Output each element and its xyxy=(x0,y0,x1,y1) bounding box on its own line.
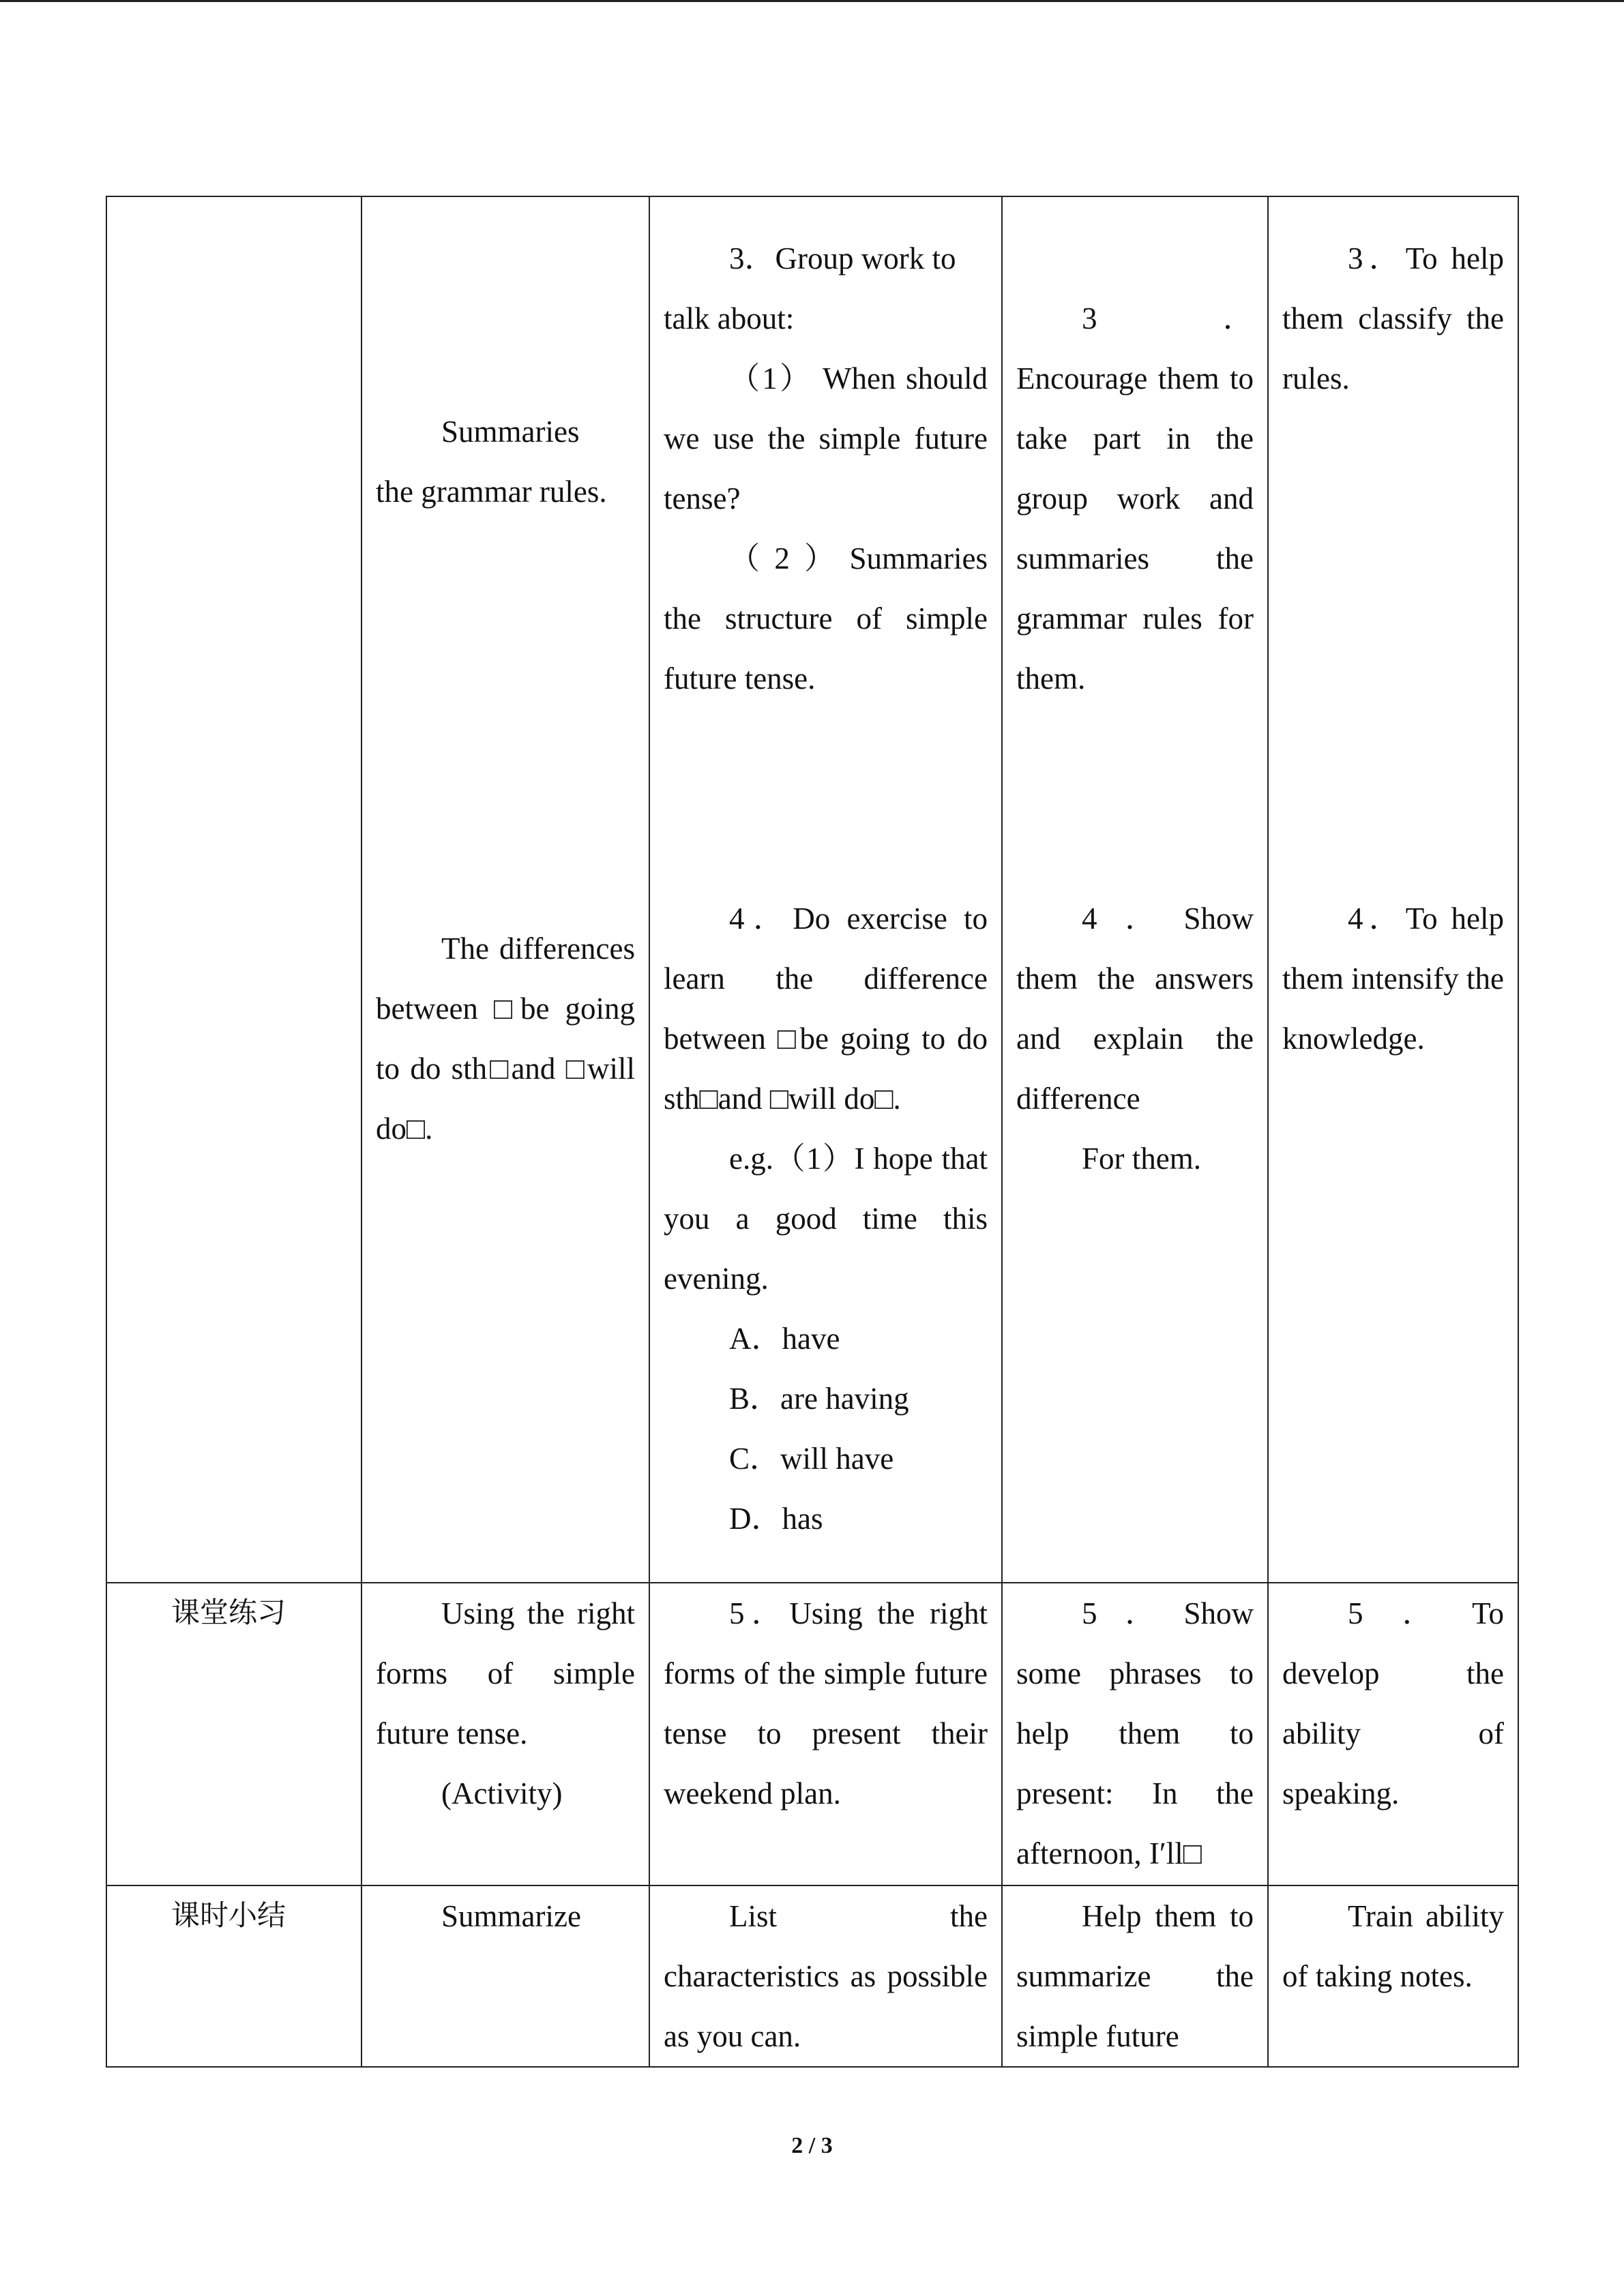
stage-cell xyxy=(106,1885,361,2067)
content-cell xyxy=(361,1583,649,1885)
purpose-text: 5．To develop the ability of speaking. xyxy=(1282,1596,1504,1810)
activity-text: List the characteristics as possible as you can. xyxy=(664,1899,988,2053)
activity-text: e.g.（1）I hope that you a good time this evening. xyxy=(664,1142,988,1296)
activity-text: 5．Using the right forms of the simple future tense to present their weekend plan. xyxy=(664,1596,988,1810)
activity-text: （1） When should we use the simple future tense? xyxy=(664,361,988,516)
stage-label: 课时小结 xyxy=(171,1898,286,1932)
table-row xyxy=(106,1583,1518,1885)
option-a: A．have xyxy=(729,1322,840,1356)
teacher-cell xyxy=(1002,196,1268,1583)
content-text: The differences between □be going to do sth□and □will do□. xyxy=(376,931,635,1146)
activity-text: 4．Do exercise to learn the difference between □be going to do sth□and □will do□. xyxy=(664,901,988,1116)
stage-cell xyxy=(106,1583,361,1885)
teacher-text: 3．Encourage them to take part in the group work and summaries the grammar rules for them. xyxy=(1016,301,1254,696)
stage-cell-empty xyxy=(106,196,361,1583)
table-row xyxy=(106,196,1518,1583)
purpose-text: Train ability of taking notes. xyxy=(1282,1899,1504,1993)
page-top-rule xyxy=(0,0,1624,2)
purpose-text: 4．To help them intensify the knowledge. xyxy=(1282,901,1504,1056)
purpose-cell xyxy=(1268,1583,1518,1885)
activity-text: （2）Summaries the structure of simple future tense. xyxy=(664,541,988,696)
purpose-cell xyxy=(1268,196,1518,1583)
teacher-cell xyxy=(1002,1885,1268,2067)
activity-cell xyxy=(649,1885,1002,2067)
stage-label: 课堂练习 xyxy=(171,1596,286,1629)
content-cell xyxy=(361,196,649,1583)
activity-cell xyxy=(649,1583,1002,1885)
content-text: Using the right forms of simple future tense. xyxy=(376,1596,635,1750)
activity-text: 3．Group work to xyxy=(729,241,956,275)
content-text: the grammar rules. xyxy=(376,475,607,509)
teacher-text: 5．Show some phrases to help them to present: In the afternoon, I′ll□ xyxy=(1016,1596,1254,1870)
activity-cell xyxy=(649,196,1002,1583)
teacher-cell xyxy=(1002,1583,1268,1885)
activity-text: talk about: xyxy=(664,301,795,336)
teacher-text: For them. xyxy=(1082,1142,1201,1176)
purpose-cell xyxy=(1268,1885,1518,2067)
content-text: Summaries xyxy=(441,415,580,449)
teacher-text: 4．Show them the answers and explain the difference xyxy=(1016,901,1254,1116)
content-text: Summarize xyxy=(441,1899,581,1933)
content-text: (Activity) xyxy=(441,1776,563,1810)
option-c: C．will have xyxy=(729,1442,894,1476)
option-b: B．are having xyxy=(729,1382,909,1416)
lesson-plan-table xyxy=(106,196,1519,2068)
purpose-text: 3．To help them classify the rules. xyxy=(1282,241,1504,396)
content-cell xyxy=(361,1885,649,2067)
teacher-text: Help them to summarize the simple future xyxy=(1016,1899,1254,2053)
page-number: 2 / 3 xyxy=(791,2133,833,2158)
option-d: D．has xyxy=(729,1502,823,1536)
table-row xyxy=(106,1885,1518,2067)
